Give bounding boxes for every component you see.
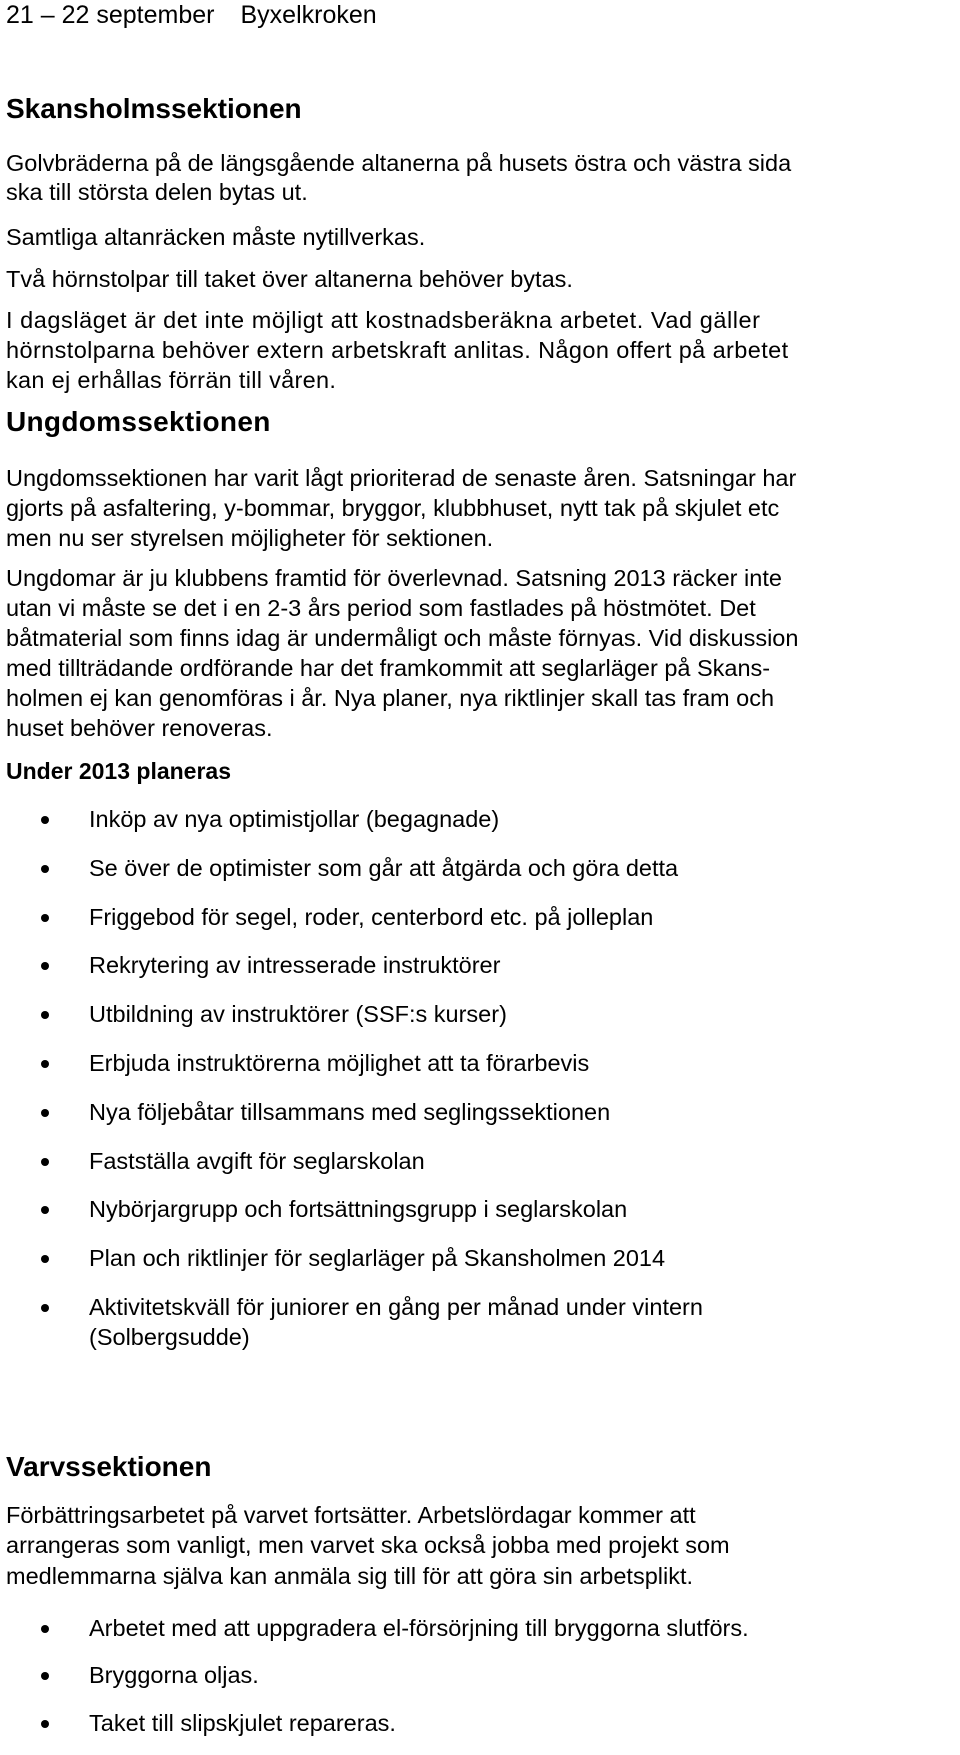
bullet-icon	[41, 1672, 49, 1680]
list-item: Se över de optimister som går att åtgärda och göra detta	[0, 853, 703, 902]
plan2013-list	[0, 804, 703, 1352]
ungdom-para2-line-4: med tillträdande ordförande har det framkommit att seglarläger på Skans-	[6, 655, 771, 681]
varv-line-1: Förbättringsarbetet på varvet fortsätter. Arbetslördagar kommer att	[6, 1502, 696, 1528]
skansholm-line-6: hörnstolparna behöver extern arbetskraft anlitas. Någon offert på arbetet	[6, 337, 789, 363]
list-item: Erbjuda instruktörerna möjlighet att ta förarbevis	[0, 1048, 703, 1097]
list-item: Nya följebåtar tillsammans med seglingssektionen	[0, 1097, 703, 1146]
list-item: Utbildning av instruktörer (SSF:s kurser)	[0, 999, 703, 1048]
bullet-icon	[41, 914, 49, 922]
bullet-icon	[41, 1720, 49, 1728]
bullet-icon	[41, 1158, 49, 1166]
skansholm-line-5: I dagsläget är det inte möjligt att kostnadsberäkna arbetet. Vad gäller	[6, 307, 761, 333]
ungdom-para2-line-3: båtmaterial som finns idag är undermåligt och måste förnyas. Vid diskussion	[6, 625, 799, 651]
list-item: Nybörjargrupp och fortsättningsgrupp i seglarskolan	[0, 1194, 703, 1243]
bullet-icon	[41, 1625, 49, 1633]
list-item: Friggebod för segel, roder, centerbord etc. på jolleplan	[0, 902, 703, 951]
ungdom-para1-line-1: Ungdomssektionen har varit lågt prioriterad de senaste åren. Satsningar har	[6, 465, 797, 491]
bullet-icon	[41, 1206, 49, 1214]
list-item: Rekrytering av intresserade instruktörer	[0, 950, 703, 999]
list-item: Arbetet med att uppgradera el-försörjning till bryggorna slutförs.	[0, 1613, 749, 1660]
varv-heading: Varvssektionen	[6, 1451, 212, 1482]
ungdom-para2-line-6: huset behöver renoveras.	[6, 715, 273, 741]
varv-line-2: arrangeras som vanligt, men varvet ska också jobba med projekt som	[6, 1532, 730, 1558]
header-dates: 21 – 22 september	[6, 1, 215, 29]
bullet-icon	[41, 1255, 49, 1263]
skansholm-line-4: Två hörnstolpar till taket över altanerna behöver bytas.	[6, 266, 573, 292]
list-item: Aktivitetskväll för juniorer en gång per månad under vintern (Solbergsudde)	[0, 1292, 703, 1352]
bullet-icon	[41, 962, 49, 970]
plan2013-heading: Under 2013 planeras	[6, 758, 232, 784]
page-header	[6, 0, 377, 30]
list-item: Bryggorna oljas.	[0, 1660, 749, 1707]
varv-list	[0, 1613, 749, 1755]
skansholm-line-3: Samtliga altanräcken måste nytillverkas.	[6, 224, 426, 250]
list-item: Inköp av nya optimistjollar (begagnade)	[0, 804, 703, 853]
list-item: Fastställa avgift för seglarskolan	[0, 1146, 703, 1195]
skansholm-line-2: ska till största delen bytas ut.	[6, 179, 308, 205]
skansholm-heading: Skansholmssektionen	[6, 93, 302, 124]
ungdom-para1-line-3: men nu ser styrelsen möjligheter för sektionen.	[6, 525, 494, 551]
skansholm-line-1: Golvbräderna på de längsgående altanerna på husets östra och västra sida	[6, 150, 792, 176]
bullet-icon	[41, 816, 49, 824]
list-item: Taket till slipskjulet repareras.	[0, 1708, 749, 1755]
ungdom-para2-line-1: Ungdomar är ju klubbens framtid för överlevnad. Satsning 2013 räcker inte	[6, 565, 782, 591]
bullet-icon	[41, 1109, 49, 1117]
bullet-icon	[41, 865, 49, 873]
ungdom-heading: Ungdomssektionen	[6, 406, 271, 437]
bullet-icon	[41, 1060, 49, 1068]
ungdom-para1-line-2: gjorts på asfaltering, y-bommar, bryggor, klubbhuset, nytt tak på skjulet etc	[6, 495, 780, 521]
ungdom-para2-line-5: holmen ej kan genomföras i år. Nya planer, nya riktlinjer skall tas fram och	[6, 685, 775, 711]
varv-line-3: medlemmarna själva kan anmäla sig till för att göra sin arbetsplikt.	[6, 1563, 694, 1589]
list-item: Plan och riktlinjer för seglarläger på Skansholmen 2014	[0, 1243, 703, 1292]
bullet-icon	[41, 1304, 49, 1312]
skansholm-line-7: kan ej erhållas förrän till våren.	[6, 367, 337, 393]
header-place: Byxelkroken	[240, 1, 377, 29]
bullet-icon	[41, 1011, 49, 1019]
ungdom-para2-line-2: utan vi måste se det i en 2-3 års period som fastlades på höstmötet. Det	[6, 595, 756, 621]
